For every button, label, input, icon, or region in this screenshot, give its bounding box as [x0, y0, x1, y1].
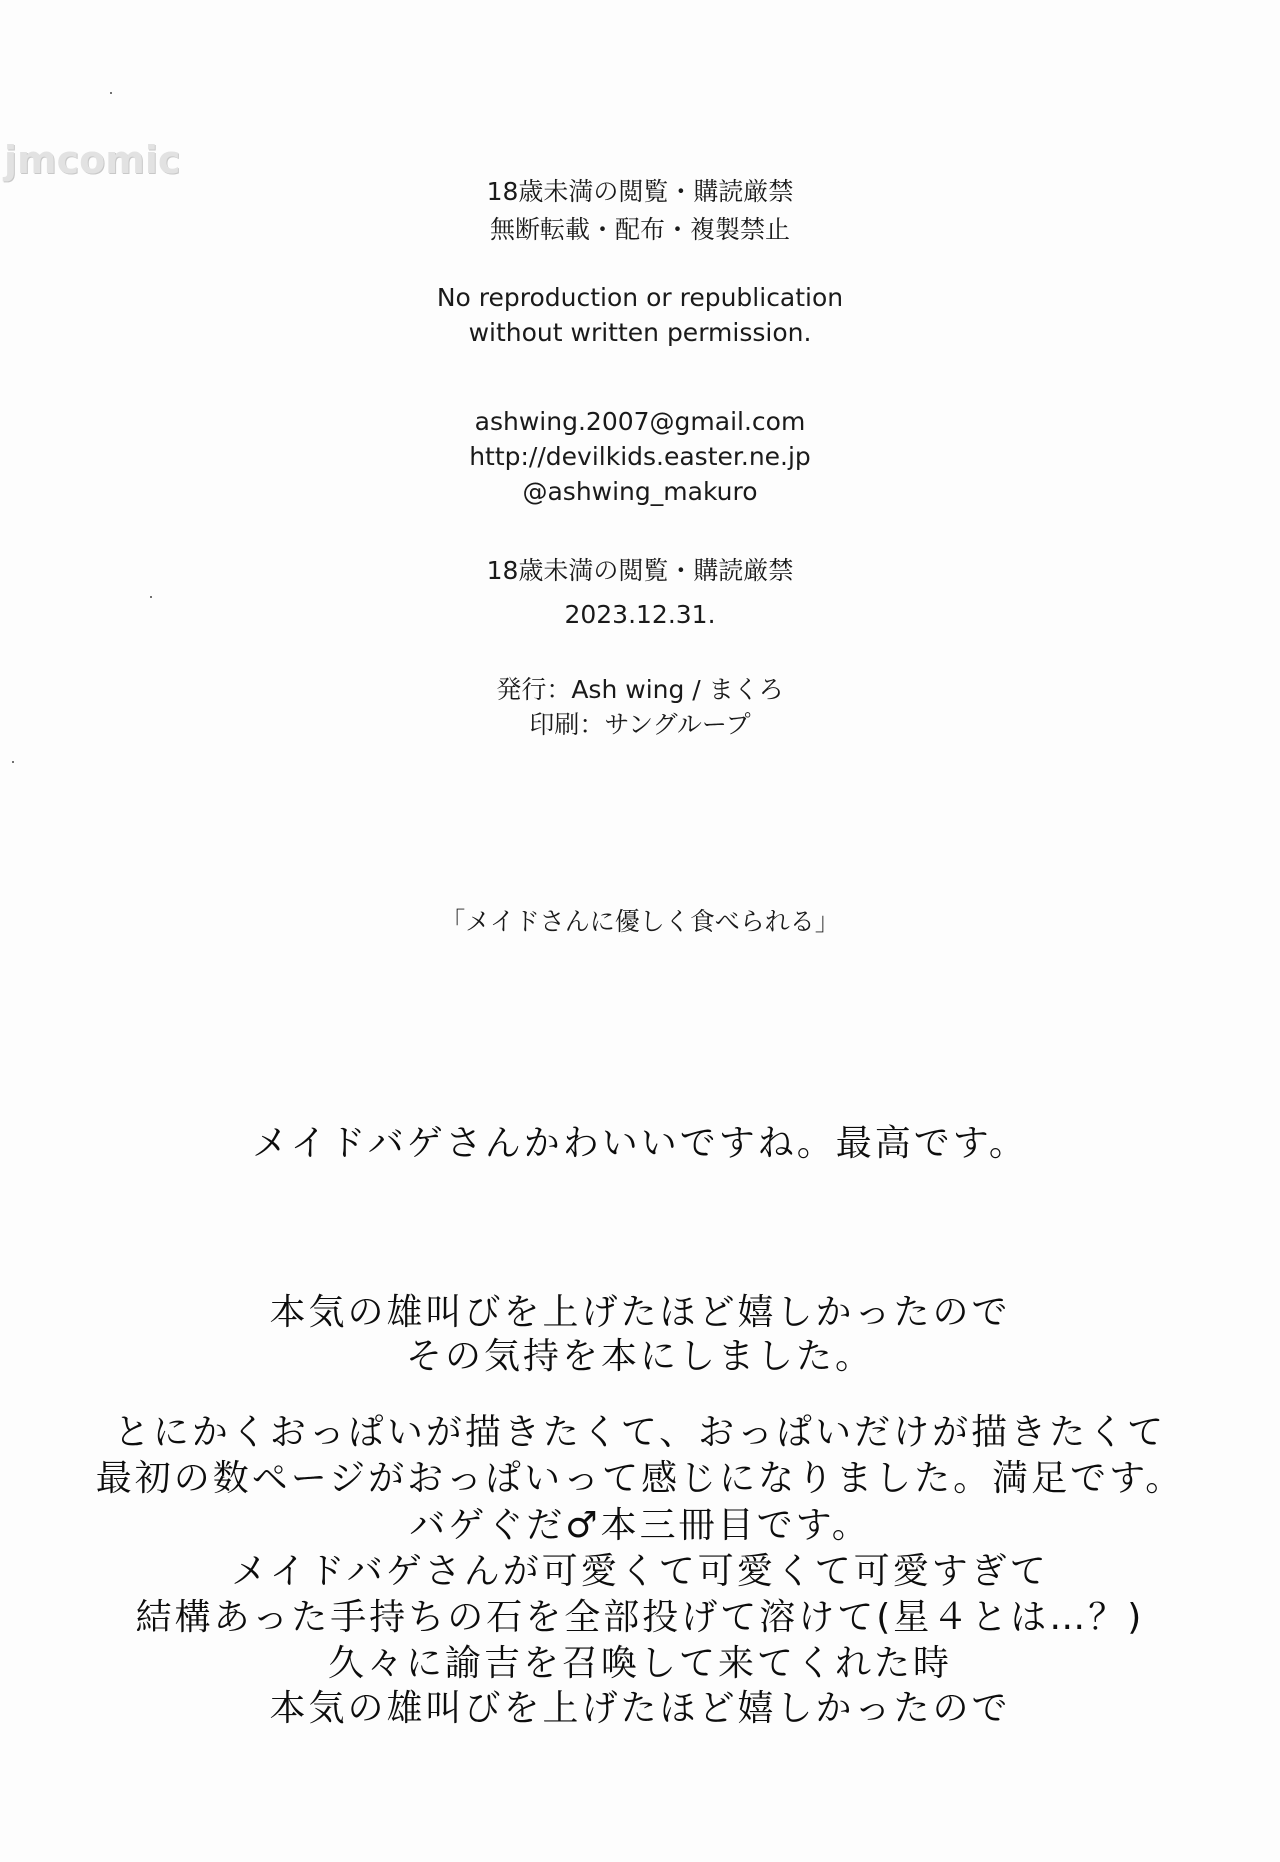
- scan-speck: [110, 92, 112, 94]
- age-restriction-repeat-cut: 18歳未満の閲覧・購読厳禁: [486, 556, 794, 585]
- afterword-line-2-cut: 本気の雄叫びを上げたほど嬉しかったので: [269, 1292, 1011, 1333]
- afterword-line-10-cut: 本気の雄叫びを上げたほど嬉しかったので: [269, 1688, 1011, 1729]
- publication-date: 2023.12.31.: [564, 600, 716, 629]
- printer: 印刷：サングループ: [529, 710, 751, 739]
- afterword-line-8: 結構あった手持ちの石を全部投げて溶けて(星４とは…？): [135, 1597, 1145, 1638]
- no-reproduction-ja: 無断転載・配布・複製禁止: [489, 215, 790, 244]
- no-reproduction-en-line-2: without written permission.: [468, 318, 812, 347]
- afterword-line-3: その気持を本にしました。: [405, 1336, 874, 1377]
- afterword-line-4: とにかくおっぱいが描きたくて、おっぱいだけが描きたくて: [113, 1412, 1167, 1453]
- no-reproduction-en-line-1: No reproduction or republication: [436, 283, 844, 312]
- afterword-line-7: メイドバゲさんが可愛くて可愛くて可愛すぎて: [231, 1551, 1049, 1592]
- afterword-line-5: 最初の数ページがおっぱいって感じになりました。満足です。: [95, 1458, 1185, 1499]
- contact-website: http://devilkids.easter.ne.jp: [469, 442, 811, 471]
- watermark-logo: jmcomic: [4, 138, 181, 182]
- age-restriction-cut: 18歳未満の閲覧・購読厳禁: [486, 177, 794, 206]
- afterword-line-9: 久々に諭吉を召喚して来てくれた時: [327, 1643, 952, 1684]
- scan-speck: [150, 596, 152, 598]
- afterword-line-6: バゲぐだ♂本三冊目です。: [409, 1505, 871, 1546]
- scan-speck: [12, 761, 14, 763]
- publisher: 発行：Ash wing / まくろ: [496, 675, 784, 704]
- contact-twitter: @ashwing_makuro: [522, 477, 758, 506]
- contact-email: ashwing.2007@gmail.com: [474, 407, 806, 436]
- afterword-line-1: メイドバゲさんかわいいですね。最高です。: [252, 1123, 1028, 1164]
- book-title: 「メイドさんに優しく食べられる」: [440, 907, 840, 936]
